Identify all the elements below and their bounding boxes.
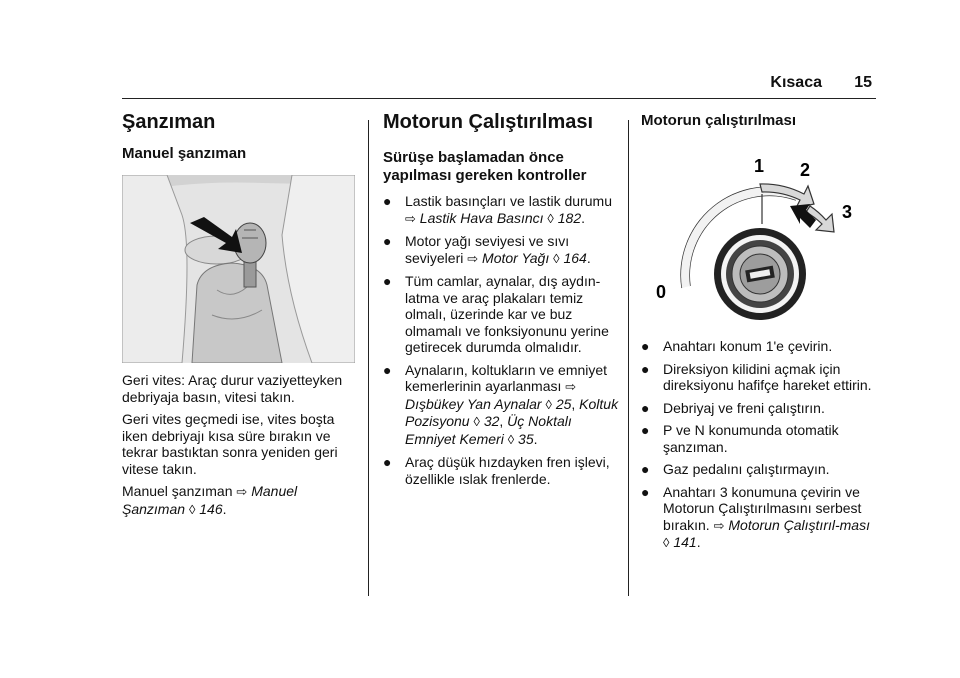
subsection-heading: Sürüşe başlamadan önce yapılması gereken kontroller <box>383 149 587 184</box>
reference-arrow-icon: ⇨ <box>565 379 577 394</box>
position-2-label: 2 <box>800 160 811 180</box>
column-3-list <box>641 338 877 552</box>
paragraph-manual-transmission: Manuel şanzıman <box>122 483 233 499</box>
bullet-icon: ● <box>641 338 650 354</box>
list-item: ● Debriyaj ve freni çalıştırın. <box>641 399 825 416</box>
list-item: ● Motor yağı seviyesi ve sıvı seviyeleri ⇨ Motor Yağı ◊ 164. <box>383 233 591 266</box>
subsection-heading: Manuel şanzıman <box>122 145 247 162</box>
paragraph-reverse-retry: Geri vites geçmedi ise, vites boşta iken debriyajı kısa süre bırakın ve tekrar bastıktan sonra yeniden geri vitese takın. <box>122 411 338 477</box>
column-divider <box>368 120 369 596</box>
cross-reference-page[interactable]: 146 <box>199 500 223 517</box>
list-item: ● Anahtarı 3 konumuna çevirin ve Motorun Çalıştırılmasını serbest bırakın. ⇨ Motorun Çalıştırıl-ması ◊ 141. <box>641 483 870 550</box>
column-2 <box>383 110 619 487</box>
subsection-heading: Motorun çalıştırılması <box>641 112 797 129</box>
position-1-label: 1 <box>754 156 765 176</box>
paragraph-reverse-gear: Geri vites: Araç durur vaziyetteyken debriyaja basın, vitesi takın. <box>122 372 343 405</box>
ignition-switch-illustration <box>650 150 870 320</box>
cross-reference-page[interactable]: 164 <box>563 249 587 266</box>
page-reference-icon: ◊ <box>663 535 670 550</box>
column-1 <box>122 110 357 163</box>
bullet-icon: ● <box>383 273 392 289</box>
bullet-icon: ● <box>641 360 650 377</box>
bullet-icon: ● <box>641 422 650 438</box>
reference-arrow-icon: ⇨ <box>713 517 725 533</box>
list-item: ● Direksiyon kilidini açmak için direksiyonu hafifçe hareket ettirin. <box>641 360 872 393</box>
ignition-switch-drawing <box>650 150 870 320</box>
bullet-icon: ● <box>641 483 650 500</box>
bullet-icon: ● <box>383 454 392 470</box>
reference-arrow-icon: ⇨ <box>405 210 416 226</box>
cross-reference-link[interactable]: Motorun Çalıştırıl-ması <box>728 516 870 533</box>
bullet-icon: ● <box>383 233 392 249</box>
list-item: ● P ve N konumunda otomatik şanzıman. <box>641 422 839 455</box>
section-heading: Motorun Çalıştırılması <box>383 111 594 133</box>
page-reference-icon: ◊ <box>547 210 554 226</box>
section-heading: Şanzıman <box>122 111 216 133</box>
cross-reference-page[interactable]: 32 <box>483 413 500 429</box>
cross-reference-link[interactable]: Üç Noktalı Emniyet Kemeri <box>405 413 572 447</box>
reference-arrow-icon: ⇨ <box>236 484 248 499</box>
cross-reference-link[interactable]: Dışbükey Yan Aynalar <box>405 395 542 412</box>
list-item: ● Tüm camlar, aynalar, dış aydın-latma ve araç plakaları temiz olmalı, üzerinde kar ve buz olmamalı ve fonksiyonunu yerine getirecek durumda olmalıdır. <box>383 273 609 355</box>
page-reference-icon: ◊ <box>507 431 515 447</box>
cross-reference-page[interactable]: 35 <box>518 430 534 447</box>
reference-arrow-icon: ⇨ <box>467 250 479 266</box>
cross-reference-page[interactable]: 141 <box>673 534 697 550</box>
gear-shifter-drawing <box>122 175 355 363</box>
column-3 <box>641 110 877 130</box>
cross-reference-page[interactable]: 182 <box>557 209 582 226</box>
header-rule <box>122 98 876 99</box>
bullet-icon: ● <box>383 193 392 209</box>
bullet-icon: ● <box>641 461 650 477</box>
running-header-title: Kısaca <box>770 74 822 91</box>
list-item: ● Aynaların, koltukların ve emniyet kemerlerinin ayarlanması ⇨ Dışbükey Yan Aynalar ◊ 25, Koltuk Pozisyonu ◊ 32, Üç Noktalı Emniyet Kemeri ◊ 35. <box>383 361 619 447</box>
page-reference-icon: ◊ <box>553 250 560 266</box>
list-item: ● Gaz pedalını çalıştırmayın. <box>641 461 830 477</box>
position-0-label: 0 <box>656 282 667 302</box>
page-reference-icon: ◊ <box>545 396 552 412</box>
list-item: ● Anahtarı konum 1'e çevirin. <box>641 338 833 354</box>
cross-reference-link[interactable]: Motor Yağı <box>482 249 550 266</box>
cross-reference-link[interactable]: Koltuk Pozisyonu <box>405 395 619 429</box>
page-reference-icon: ◊ <box>188 501 196 517</box>
bullet-icon: ● <box>641 399 650 416</box>
column-1-text: Geri vites: Araç durur vaziyetteyken debriyaja basın, vitesi takın. Geri vites geçmedi ise, vites boşta iken debriyajı kısa süre bırakın ve tekrar bastıktan sonra yeniden geri vitese takın. Manuel şanzıman ⇨ Manuel Şanzıman ◊ 146. <box>122 372 357 518</box>
bullet-icon: ● <box>383 361 392 378</box>
column-divider <box>628 120 629 596</box>
list-item: ● Araç düşük hızdayken fren işlevi, özellikle ıslak frenlerde. <box>383 454 610 487</box>
cross-reference-page[interactable]: 25 <box>555 395 572 412</box>
page-number: 15 <box>854 74 872 91</box>
position-3-label: 3 <box>842 202 853 222</box>
list-item: ● Lastik basınçları ve lastik durumu ⇨ Lastik Hava Basıncı ◊ 182. <box>383 193 612 226</box>
gear-shifter-illustration <box>122 175 355 363</box>
page-reference-icon: ◊ <box>473 414 480 429</box>
cross-reference-link[interactable]: Lastik Hava Basıncı <box>419 209 544 226</box>
cross-reference-link[interactable]: Manuel Şanzıman <box>122 483 298 517</box>
